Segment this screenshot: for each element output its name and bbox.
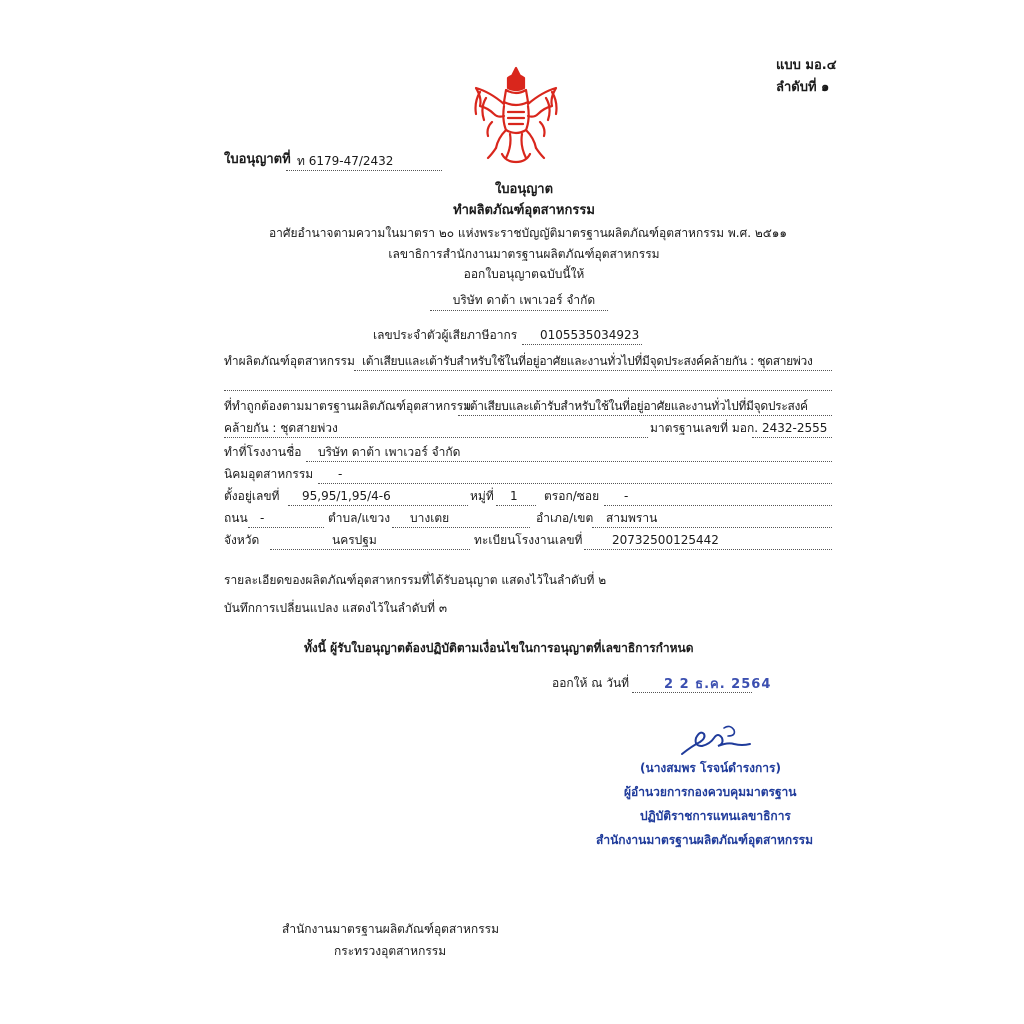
soi-line	[604, 505, 832, 506]
issued-line	[632, 692, 752, 693]
factory-reg-line	[584, 549, 832, 550]
license-no-line	[286, 170, 442, 171]
condition-text: ทั้งนี้ ผู้รับใบอนุญาตต้องปฏิบัติตามเงื่อนไขในการอนุญาตที่เลขาธิการกำหนด	[304, 641, 694, 655]
garuda-emblem-icon	[466, 62, 566, 166]
footer-ministry: กระทรวงอุตสาหกรรม	[334, 944, 447, 958]
footer-office: สำนักงานมาตรฐานผลิตภัณฑ์อุตสาหกรรม	[282, 922, 500, 936]
subdistrict-line	[392, 527, 530, 528]
signatory-title-1: ผู้อำนวยการกองควบคุมมาตรฐาน	[624, 785, 797, 799]
factory-reg-label: ทะเบียนโรงงานเลขที่	[474, 533, 583, 547]
licensee-line	[430, 310, 608, 311]
address-line	[288, 505, 468, 506]
road-value: -	[260, 511, 265, 525]
tax-id-line	[522, 344, 642, 345]
standard-value-2: คล้ายกัน : ชุดสายพ่วง	[224, 421, 338, 435]
licensee-name: บริษัท ดาต้า เพาเวอร์ จำกัด	[452, 293, 596, 307]
form-code: แบบ มอ.๔	[776, 58, 837, 73]
changes-note: บันทึกการเปลี่ยนแปลง แสดงไว้ในลำดับที่ ๓	[224, 601, 448, 615]
moo-label: หมู่ที่	[470, 489, 494, 503]
soi-value: -	[624, 489, 629, 503]
signatory-title-3: สำนักงานมาตรฐานผลิตภัณฑ์อุตสาหกรรม	[596, 833, 814, 847]
estate-line	[318, 483, 832, 484]
tax-id-value: 0105535034923	[540, 328, 640, 342]
factory-reg-value: 20732500125442	[612, 533, 719, 547]
issued-date-stamp: 2 2 ธ.ค. 2564	[664, 677, 772, 692]
province-value: นครปฐม	[332, 533, 377, 547]
factory-name-line	[306, 461, 832, 462]
province-line	[270, 549, 470, 550]
product-value: เต้าเสียบและเต้ารับสำหรับใช้ในที่อยู่อาศัยและงานทั่วไปที่มีจุดประสงค์คล้ายกัน : ชุดสายพ่วง	[362, 354, 813, 368]
province-label: จังหวัด	[224, 533, 260, 547]
product-line-2	[224, 390, 832, 391]
subdistrict-value: บางเตย	[410, 511, 450, 525]
estate-value: -	[338, 467, 343, 481]
standard-label: ที่ทำถูกต้องตามมาตรฐานผลิตภัณฑ์อุตสาหกรรม	[224, 399, 472, 413]
estate-label: นิคมอุตสาหกรรม	[224, 467, 314, 481]
doc-subtitle: ทำผลิตภัณฑ์อุตสาหกรรม	[453, 203, 595, 218]
issued-label: ออกให้ ณ วันที่	[552, 676, 630, 690]
signatory-title-2: ปฏิบัติราชการแทนเลขาธิการ	[640, 809, 791, 823]
issue-line: ออกใบอนุญาตฉบับนี้ให้	[463, 267, 585, 281]
doc-title: ใบอนุญาต	[494, 182, 554, 197]
soi-label: ตรอก/ซอย	[544, 489, 600, 503]
product-label: ทำผลิตภัณฑ์อุตสาหกรรม	[224, 354, 355, 368]
district-value: สามพราน	[606, 511, 658, 525]
form-sequence: ลำดับที่ ๑	[776, 80, 830, 95]
address-label: ตั้งอยู่เลขที่	[224, 489, 280, 503]
factory-name-label: ทำที่โรงงานชื่อ	[224, 445, 302, 459]
address-value: 95,95/1,95/4-6	[302, 489, 391, 503]
product-line-1	[354, 370, 832, 371]
subdistrict-label: ตำบล/แขวง	[328, 511, 391, 525]
authority-line: อาศัยอำนาจตามความในมาตรา ๒๐ แห่งพระราชบัญญัติมาตรฐานผลิตภัณฑ์อุตสาหกรรม พ.ศ. ๒๕๑๑	[268, 226, 788, 240]
secretary-line: เลขาธิการสำนักงานมาตรฐานผลิตภัณฑ์อุตสาหกรรม	[388, 247, 660, 261]
signature-icon	[678, 724, 758, 760]
road-label: ถนน	[224, 511, 248, 525]
district-label: อำเภอ/เขต	[536, 511, 594, 525]
standard-number-label: มาตรฐานเลขที่ มอก.	[650, 421, 759, 435]
license-no-label: ใบอนุญาตที่	[224, 152, 291, 167]
district-line	[592, 527, 832, 528]
road-line	[248, 527, 324, 528]
signatory-name: (นางสมพร โรจน์ดำรงการ)	[640, 761, 781, 775]
standard-number-line	[752, 437, 832, 438]
standard-line-1	[458, 415, 832, 416]
standard-value-1: เต้าเสียบและเต้ารับสำหรับใช้ในที่อยู่อาศัยและงานทั่วไปที่มีจุดประสงค์	[466, 399, 808, 413]
moo-line	[496, 505, 536, 506]
tax-id-label: เลขประจำตัวผู้เสียภาษีอากร	[373, 328, 518, 342]
factory-name-value: บริษัท ดาต้า เพาเวอร์ จำกัด	[318, 445, 461, 459]
license-no-value: ท 6179-47/2432	[297, 154, 394, 168]
standard-number-value: 2432-2555	[762, 421, 828, 435]
moo-value: 1	[510, 489, 518, 503]
details-note: รายละเอียดของผลิตภัณฑ์อุตสาหกรรมที่ได้รับอนุญาต แสดงไว้ในลำดับที่ ๒	[224, 573, 607, 587]
standard-line-2	[224, 437, 648, 438]
